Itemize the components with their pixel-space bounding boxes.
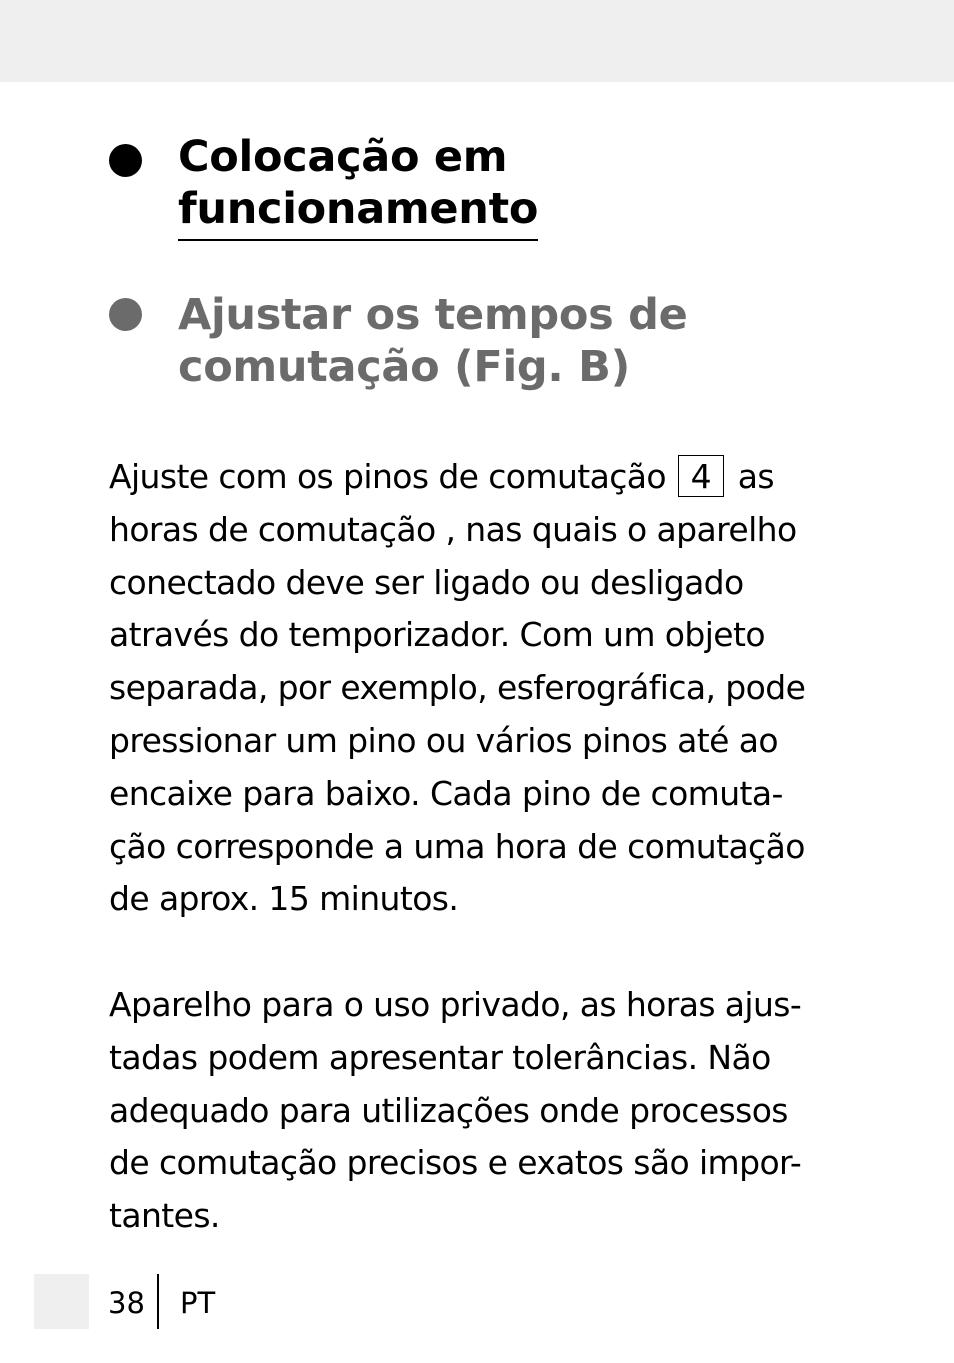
paragraph-line: Ajuste com os pinos de comutação [109,457,666,496]
paragraph-line: horas de comutação , nas quais o aparelho [109,509,797,549]
heading-line: funcionamento [178,184,539,234]
heading-line: comutação (Fig. B) [178,342,630,392]
section-heading-switching-times [178,289,798,393]
language-code: PT [180,1286,216,1320]
notice-paragraph [109,979,869,1243]
heading-line: Ajustar os tempos de [178,290,688,340]
part-reference-box: 4 [678,455,724,497]
paragraph-line: adequado para utilizações onde processos [109,1090,788,1130]
footer-tab [34,1274,89,1329]
paragraph-line: Aparelho para o uso privado, as horas ajus- [109,985,802,1024]
paragraph-line: através do temporizador. Com um objeto [109,615,765,655]
bullet-icon [109,144,142,177]
section-heading-start-up [178,131,738,241]
paragraph-line: encaixe para baixo. Cada pino de comuta- [109,773,783,813]
paragraph-line: as [737,457,774,496]
paragraph-line: tantes. [109,1196,220,1236]
paragraph-line: tadas podem apresentar tolerâncias. Não [109,1037,771,1077]
footer-divider [157,1274,159,1329]
paragraph-line: de comutação precisos e exatos são impor- [109,1143,802,1183]
paragraph-line: conectado deve ser ligado ou desligado [109,562,744,602]
paragraph-line: de aprox. 15 minutos. [109,879,459,919]
bullet-icon [109,298,142,331]
page-number: 38 [108,1286,145,1320]
paragraph-line: separada, por exemplo, esferográfica, pode [109,668,806,708]
top-band [0,0,954,82]
paragraph-line: pressionar um pino ou vários pinos até ao [109,720,778,760]
paragraph-line: ção corresponde a uma hora de comutação [109,826,805,866]
instruction-paragraph [109,451,869,926]
heading-line: Colocação em [178,132,508,182]
underlined-heading [178,131,538,241]
